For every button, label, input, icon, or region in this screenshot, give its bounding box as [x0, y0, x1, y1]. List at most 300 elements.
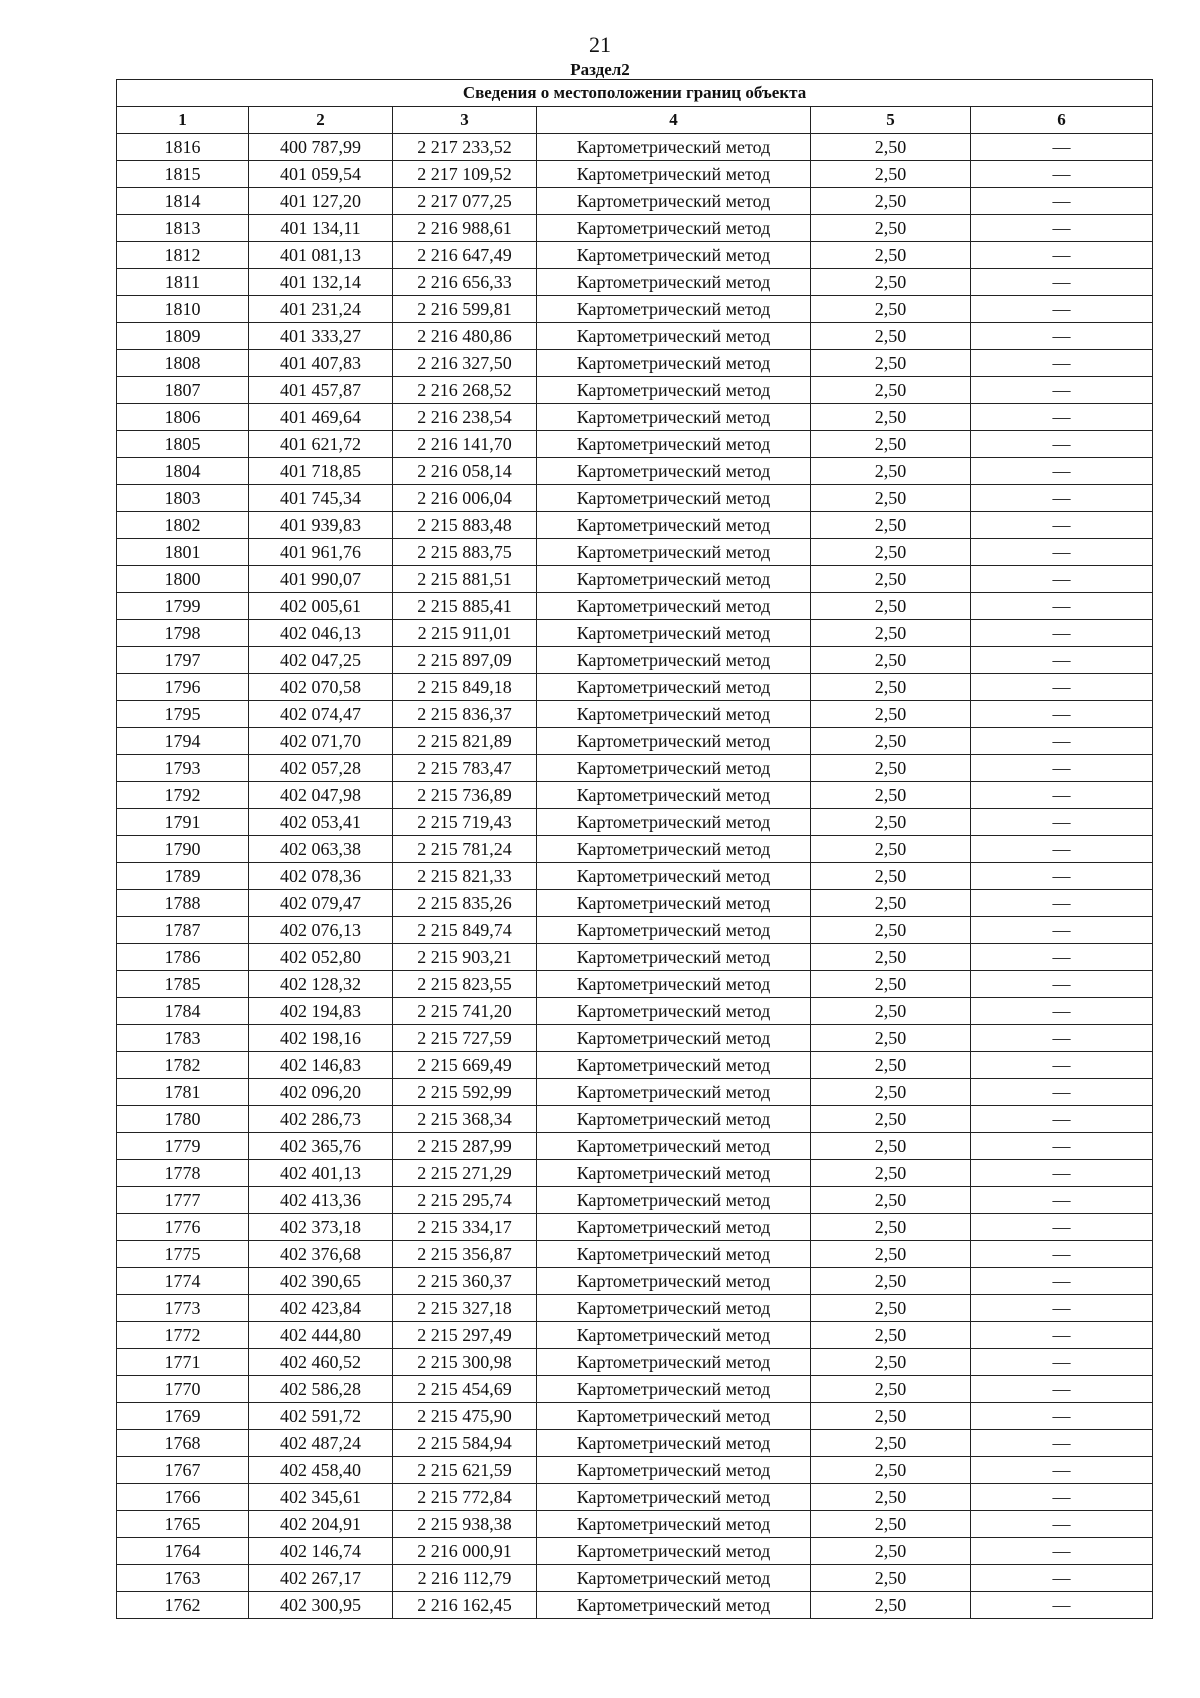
accuracy-cell: 2,50: [811, 782, 971, 809]
description-cell: —: [971, 1106, 1153, 1133]
y-coordinate-cell: 2 215 727,59: [393, 1025, 537, 1052]
x-coordinate-cell: 402 096,20: [249, 1079, 393, 1106]
accuracy-cell: 2,50: [811, 647, 971, 674]
y-coordinate-cell: 2 216 480,86: [393, 323, 537, 350]
description-cell: —: [971, 188, 1153, 215]
point-number-cell: 1807: [117, 377, 249, 404]
accuracy-cell: 2,50: [811, 917, 971, 944]
description-cell: —: [971, 674, 1153, 701]
table-row: [117, 1079, 1153, 1106]
point-number-cell: 1786: [117, 944, 249, 971]
table-row: [117, 917, 1153, 944]
table-row: [117, 1511, 1153, 1538]
table-row: [117, 404, 1153, 431]
description-cell: —: [971, 458, 1153, 485]
method-cell: Картометрический метод: [537, 377, 811, 404]
description-cell: —: [971, 1592, 1153, 1619]
method-cell: Картометрический метод: [537, 971, 811, 998]
point-number-cell: 1802: [117, 512, 249, 539]
table-row: [117, 1214, 1153, 1241]
accuracy-cell: 2,50: [811, 431, 971, 458]
description-cell: —: [971, 1214, 1153, 1241]
table-row: [117, 998, 1153, 1025]
method-cell: Картометрический метод: [537, 458, 811, 485]
method-cell: Картометрический метод: [537, 188, 811, 215]
table-row: [117, 1241, 1153, 1268]
method-cell: Картометрический метод: [537, 917, 811, 944]
y-coordinate-cell: 2 215 835,26: [393, 890, 537, 917]
description-cell: —: [971, 1403, 1153, 1430]
y-coordinate-cell: 2 215 783,47: [393, 755, 537, 782]
table-row: [117, 350, 1153, 377]
column-number: 2: [249, 107, 393, 134]
point-number-cell: 1775: [117, 1241, 249, 1268]
method-cell: Картометрический метод: [537, 728, 811, 755]
y-coordinate-cell: 2 215 736,89: [393, 782, 537, 809]
method-cell: Картометрический метод: [537, 863, 811, 890]
accuracy-cell: 2,50: [811, 215, 971, 242]
x-coordinate-cell: 401 457,87: [249, 377, 393, 404]
y-coordinate-cell: 2 215 360,37: [393, 1268, 537, 1295]
description-cell: —: [971, 404, 1153, 431]
table-row: [117, 161, 1153, 188]
description-cell: —: [971, 323, 1153, 350]
table-caption: Сведения о местоположении границ объекта: [117, 80, 1153, 107]
y-coordinate-cell: 2 215 823,55: [393, 971, 537, 998]
accuracy-cell: 2,50: [811, 1052, 971, 1079]
description-cell: —: [971, 998, 1153, 1025]
y-coordinate-cell: 2 216 988,61: [393, 215, 537, 242]
x-coordinate-cell: 401 407,83: [249, 350, 393, 377]
description-cell: —: [971, 215, 1153, 242]
description-cell: —: [971, 1457, 1153, 1484]
point-number-cell: 1797: [117, 647, 249, 674]
x-coordinate-cell: 401 127,20: [249, 188, 393, 215]
x-coordinate-cell: 401 231,24: [249, 296, 393, 323]
point-number-cell: 1784: [117, 998, 249, 1025]
description-cell: —: [971, 269, 1153, 296]
table-body: [117, 134, 1153, 1619]
column-number: 5: [811, 107, 971, 134]
accuracy-cell: 2,50: [811, 836, 971, 863]
y-coordinate-cell: 2 215 475,90: [393, 1403, 537, 1430]
table-row: [117, 1565, 1153, 1592]
method-cell: Картометрический метод: [537, 323, 811, 350]
point-number-cell: 1800: [117, 566, 249, 593]
description-cell: —: [971, 1376, 1153, 1403]
point-number-cell: 1776: [117, 1214, 249, 1241]
y-coordinate-cell: 2 216 141,70: [393, 431, 537, 458]
page-number: 21: [589, 32, 611, 57]
accuracy-cell: 2,50: [811, 1484, 971, 1511]
accuracy-cell: 2,50: [811, 890, 971, 917]
y-coordinate-cell: 2 215 903,21: [393, 944, 537, 971]
table-row: [117, 215, 1153, 242]
y-coordinate-cell: 2 215 295,74: [393, 1187, 537, 1214]
accuracy-cell: 2,50: [811, 1430, 971, 1457]
description-cell: —: [971, 296, 1153, 323]
x-coordinate-cell: 402 458,40: [249, 1457, 393, 1484]
accuracy-cell: 2,50: [811, 620, 971, 647]
description-cell: —: [971, 1160, 1153, 1187]
method-cell: Картометрический метод: [537, 1052, 811, 1079]
description-cell: —: [971, 1322, 1153, 1349]
point-number-cell: 1767: [117, 1457, 249, 1484]
y-coordinate-cell: 2 215 719,43: [393, 809, 537, 836]
accuracy-cell: 2,50: [811, 998, 971, 1025]
point-number-cell: 1774: [117, 1268, 249, 1295]
y-coordinate-cell: 2 215 772,84: [393, 1484, 537, 1511]
method-cell: Картометрический метод: [537, 701, 811, 728]
accuracy-cell: 2,50: [811, 1565, 971, 1592]
point-number-cell: 1792: [117, 782, 249, 809]
description-cell: —: [971, 512, 1153, 539]
accuracy-cell: 2,50: [811, 161, 971, 188]
description-cell: —: [971, 971, 1153, 998]
point-number-cell: 1779: [117, 1133, 249, 1160]
accuracy-cell: 2,50: [811, 593, 971, 620]
column-number-row: [117, 107, 1153, 134]
column-number: 4: [537, 107, 811, 134]
x-coordinate-cell: 402 194,83: [249, 998, 393, 1025]
table-row: [117, 1538, 1153, 1565]
y-coordinate-cell: 2 215 584,94: [393, 1430, 537, 1457]
table-row: [117, 1133, 1153, 1160]
description-cell: —: [971, 593, 1153, 620]
point-number-cell: 1781: [117, 1079, 249, 1106]
accuracy-cell: 2,50: [811, 404, 971, 431]
y-coordinate-cell: 2 215 938,38: [393, 1511, 537, 1538]
method-cell: Картометрический метод: [537, 1538, 811, 1565]
table-row: [117, 755, 1153, 782]
method-cell: Картометрический метод: [537, 1403, 811, 1430]
y-coordinate-cell: 2 215 885,41: [393, 593, 537, 620]
x-coordinate-cell: 402 423,84: [249, 1295, 393, 1322]
point-number-cell: 1811: [117, 269, 249, 296]
table-row: [117, 485, 1153, 512]
table-row: [117, 1187, 1153, 1214]
table-row: [117, 674, 1153, 701]
y-coordinate-cell: 2 217 077,25: [393, 188, 537, 215]
point-number-cell: 1815: [117, 161, 249, 188]
table-row: [117, 566, 1153, 593]
x-coordinate-cell: 402 460,52: [249, 1349, 393, 1376]
point-number-cell: 1787: [117, 917, 249, 944]
method-cell: Картометрический метод: [537, 593, 811, 620]
y-coordinate-cell: 2 215 741,20: [393, 998, 537, 1025]
x-coordinate-cell: 401 333,27: [249, 323, 393, 350]
accuracy-cell: 2,50: [811, 296, 971, 323]
accuracy-cell: 2,50: [811, 1079, 971, 1106]
accuracy-cell: 2,50: [811, 944, 971, 971]
accuracy-cell: 2,50: [811, 1106, 971, 1133]
point-number-cell: 1772: [117, 1322, 249, 1349]
y-coordinate-cell: 2 215 300,98: [393, 1349, 537, 1376]
method-cell: Картометрический метод: [537, 1457, 811, 1484]
x-coordinate-cell: 402 063,38: [249, 836, 393, 863]
table-row: [117, 431, 1153, 458]
method-cell: Картометрический метод: [537, 1268, 811, 1295]
accuracy-cell: 2,50: [811, 458, 971, 485]
accuracy-cell: 2,50: [811, 134, 971, 161]
point-number-cell: 1805: [117, 431, 249, 458]
x-coordinate-cell: 402 070,58: [249, 674, 393, 701]
method-cell: Картометрический метод: [537, 1592, 811, 1619]
point-number-cell: 1778: [117, 1160, 249, 1187]
x-coordinate-cell: 402 071,70: [249, 728, 393, 755]
method-cell: Картометрический метод: [537, 485, 811, 512]
x-coordinate-cell: 402 413,36: [249, 1187, 393, 1214]
accuracy-cell: 2,50: [811, 674, 971, 701]
description-cell: —: [971, 539, 1153, 566]
table-row: [117, 323, 1153, 350]
x-coordinate-cell: 401 081,13: [249, 242, 393, 269]
description-cell: —: [971, 1349, 1153, 1376]
method-cell: Картометрический метод: [537, 539, 811, 566]
accuracy-cell: 2,50: [811, 539, 971, 566]
accuracy-cell: 2,50: [811, 269, 971, 296]
point-number-cell: 1808: [117, 350, 249, 377]
method-cell: Картометрический метод: [537, 1430, 811, 1457]
x-coordinate-cell: 401 469,64: [249, 404, 393, 431]
method-cell: Картометрический метод: [537, 1511, 811, 1538]
accuracy-cell: 2,50: [811, 1322, 971, 1349]
y-coordinate-cell: 2 215 454,69: [393, 1376, 537, 1403]
point-number-cell: 1806: [117, 404, 249, 431]
y-coordinate-cell: 2 216 006,04: [393, 485, 537, 512]
table-row: [117, 836, 1153, 863]
accuracy-cell: 2,50: [811, 1349, 971, 1376]
accuracy-cell: 2,50: [811, 1538, 971, 1565]
x-coordinate-cell: 402 047,25: [249, 647, 393, 674]
description-cell: —: [971, 134, 1153, 161]
description-cell: —: [971, 755, 1153, 782]
point-number-cell: 1793: [117, 755, 249, 782]
method-cell: Картометрический метод: [537, 242, 811, 269]
y-coordinate-cell: 2 215 592,99: [393, 1079, 537, 1106]
point-number-cell: 1766: [117, 1484, 249, 1511]
description-cell: —: [971, 485, 1153, 512]
y-coordinate-cell: 2 216 327,50: [393, 350, 537, 377]
x-coordinate-cell: 402 444,80: [249, 1322, 393, 1349]
method-cell: Картометрический метод: [537, 1349, 811, 1376]
point-number-cell: 1810: [117, 296, 249, 323]
accuracy-cell: 2,50: [811, 512, 971, 539]
point-number-cell: 1762: [117, 1592, 249, 1619]
description-cell: —: [971, 1430, 1153, 1457]
y-coordinate-cell: 2 216 656,33: [393, 269, 537, 296]
y-coordinate-cell: 2 215 271,29: [393, 1160, 537, 1187]
y-coordinate-cell: 2 215 881,51: [393, 566, 537, 593]
method-cell: Картометрический метод: [537, 431, 811, 458]
x-coordinate-cell: 402 057,28: [249, 755, 393, 782]
point-number-cell: 1790: [117, 836, 249, 863]
description-cell: —: [971, 1511, 1153, 1538]
boundary-table: [116, 79, 1153, 1619]
table-row: [117, 1160, 1153, 1187]
point-number-cell: 1812: [117, 242, 249, 269]
table-row: [117, 782, 1153, 809]
accuracy-cell: 2,50: [811, 1457, 971, 1484]
x-coordinate-cell: 402 390,65: [249, 1268, 393, 1295]
accuracy-cell: 2,50: [811, 1025, 971, 1052]
point-number-cell: 1770: [117, 1376, 249, 1403]
description-cell: —: [971, 1079, 1153, 1106]
y-coordinate-cell: 2 215 368,34: [393, 1106, 537, 1133]
description-cell: —: [971, 1484, 1153, 1511]
description-cell: —: [971, 431, 1153, 458]
table-row: [117, 1592, 1153, 1619]
x-coordinate-cell: 402 005,61: [249, 593, 393, 620]
description-cell: —: [971, 1052, 1153, 1079]
point-number-cell: 1789: [117, 863, 249, 890]
table-row: [117, 1052, 1153, 1079]
accuracy-cell: 2,50: [811, 971, 971, 998]
accuracy-cell: 2,50: [811, 809, 971, 836]
x-coordinate-cell: 400 787,99: [249, 134, 393, 161]
point-number-cell: 1804: [117, 458, 249, 485]
table-row: [117, 620, 1153, 647]
table-row: [117, 242, 1153, 269]
table-row: [117, 647, 1153, 674]
method-cell: Картометрический метод: [537, 836, 811, 863]
point-number-cell: 1783: [117, 1025, 249, 1052]
point-number-cell: 1791: [117, 809, 249, 836]
x-coordinate-cell: 402 146,83: [249, 1052, 393, 1079]
method-cell: Картометрический метод: [537, 620, 811, 647]
table-row: [117, 1268, 1153, 1295]
accuracy-cell: 2,50: [811, 1133, 971, 1160]
table-row: [117, 1403, 1153, 1430]
method-cell: Картометрический метод: [537, 944, 811, 971]
y-coordinate-cell: 2 215 849,74: [393, 917, 537, 944]
x-coordinate-cell: 402 128,32: [249, 971, 393, 998]
table-row: [117, 1484, 1153, 1511]
accuracy-cell: 2,50: [811, 377, 971, 404]
description-cell: —: [971, 1565, 1153, 1592]
column-number: 3: [393, 107, 537, 134]
point-number-cell: 1816: [117, 134, 249, 161]
x-coordinate-cell: 402 074,47: [249, 701, 393, 728]
y-coordinate-cell: 2 216 238,54: [393, 404, 537, 431]
description-cell: —: [971, 1295, 1153, 1322]
description-cell: —: [971, 620, 1153, 647]
x-coordinate-cell: 402 052,80: [249, 944, 393, 971]
x-coordinate-cell: 401 745,34: [249, 485, 393, 512]
method-cell: Картометрический метод: [537, 1376, 811, 1403]
description-cell: —: [971, 566, 1153, 593]
accuracy-cell: 2,50: [811, 350, 971, 377]
method-cell: Картометрический метод: [537, 1079, 811, 1106]
method-cell: Картометрический метод: [537, 350, 811, 377]
y-coordinate-cell: 2 216 162,45: [393, 1592, 537, 1619]
y-coordinate-cell: 2 215 836,37: [393, 701, 537, 728]
table-row: [117, 944, 1153, 971]
table-row: [117, 296, 1153, 323]
description-cell: —: [971, 1538, 1153, 1565]
accuracy-cell: 2,50: [811, 755, 971, 782]
method-cell: Картометрический метод: [537, 1106, 811, 1133]
x-coordinate-cell: 402 586,28: [249, 1376, 393, 1403]
table-row: [117, 1430, 1153, 1457]
y-coordinate-cell: 2 215 883,75: [393, 539, 537, 566]
x-coordinate-cell: 402 079,47: [249, 890, 393, 917]
method-cell: Картометрический метод: [537, 1025, 811, 1052]
x-coordinate-cell: 401 132,14: [249, 269, 393, 296]
x-coordinate-cell: 402 078,36: [249, 863, 393, 890]
description-cell: —: [971, 242, 1153, 269]
accuracy-cell: 2,50: [811, 188, 971, 215]
method-cell: Картометрический метод: [537, 566, 811, 593]
table-row: [117, 1295, 1153, 1322]
method-cell: Картометрический метод: [537, 1160, 811, 1187]
y-coordinate-cell: 2 215 781,24: [393, 836, 537, 863]
table-row: [117, 593, 1153, 620]
x-coordinate-cell: 401 621,72: [249, 431, 393, 458]
method-cell: Картометрический метод: [537, 755, 811, 782]
table-caption-row: [117, 80, 1153, 107]
y-coordinate-cell: 2 215 356,87: [393, 1241, 537, 1268]
point-number-cell: 1809: [117, 323, 249, 350]
point-number-cell: 1794: [117, 728, 249, 755]
x-coordinate-cell: 402 401,13: [249, 1160, 393, 1187]
description-cell: —: [971, 836, 1153, 863]
x-coordinate-cell: 401 961,76: [249, 539, 393, 566]
method-cell: Картометрический метод: [537, 1214, 811, 1241]
point-number-cell: 1813: [117, 215, 249, 242]
table-row: [117, 809, 1153, 836]
description-cell: —: [971, 944, 1153, 971]
point-number-cell: 1795: [117, 701, 249, 728]
method-cell: Картометрический метод: [537, 134, 811, 161]
column-number: 6: [971, 107, 1153, 134]
x-coordinate-cell: 402 487,24: [249, 1430, 393, 1457]
point-number-cell: 1777: [117, 1187, 249, 1214]
table-row: [117, 377, 1153, 404]
x-coordinate-cell: 402 365,76: [249, 1133, 393, 1160]
table-row: [117, 458, 1153, 485]
method-cell: Картометрический метод: [537, 1187, 811, 1214]
point-number-cell: 1780: [117, 1106, 249, 1133]
x-coordinate-cell: 402 047,98: [249, 782, 393, 809]
description-cell: —: [971, 647, 1153, 674]
y-coordinate-cell: 2 215 821,89: [393, 728, 537, 755]
table-row: [117, 1457, 1153, 1484]
accuracy-cell: 2,50: [811, 485, 971, 512]
x-coordinate-cell: 402 076,13: [249, 917, 393, 944]
x-coordinate-cell: 402 204,91: [249, 1511, 393, 1538]
point-number-cell: 1771: [117, 1349, 249, 1376]
y-coordinate-cell: 2 217 233,52: [393, 134, 537, 161]
accuracy-cell: 2,50: [811, 1187, 971, 1214]
table-row: [117, 890, 1153, 917]
y-coordinate-cell: 2 215 327,18: [393, 1295, 537, 1322]
accuracy-cell: 2,50: [811, 1241, 971, 1268]
description-cell: —: [971, 377, 1153, 404]
description-cell: —: [971, 1025, 1153, 1052]
table-row: [117, 971, 1153, 998]
y-coordinate-cell: 2 215 821,33: [393, 863, 537, 890]
table-row: [117, 512, 1153, 539]
accuracy-cell: 2,50: [811, 1160, 971, 1187]
point-number-cell: 1782: [117, 1052, 249, 1079]
point-number-cell: 1803: [117, 485, 249, 512]
method-cell: Картометрический метод: [537, 269, 811, 296]
method-cell: Картометрический метод: [537, 404, 811, 431]
y-coordinate-cell: 2 216 268,52: [393, 377, 537, 404]
x-coordinate-cell: 402 345,61: [249, 1484, 393, 1511]
table-row: [117, 863, 1153, 890]
